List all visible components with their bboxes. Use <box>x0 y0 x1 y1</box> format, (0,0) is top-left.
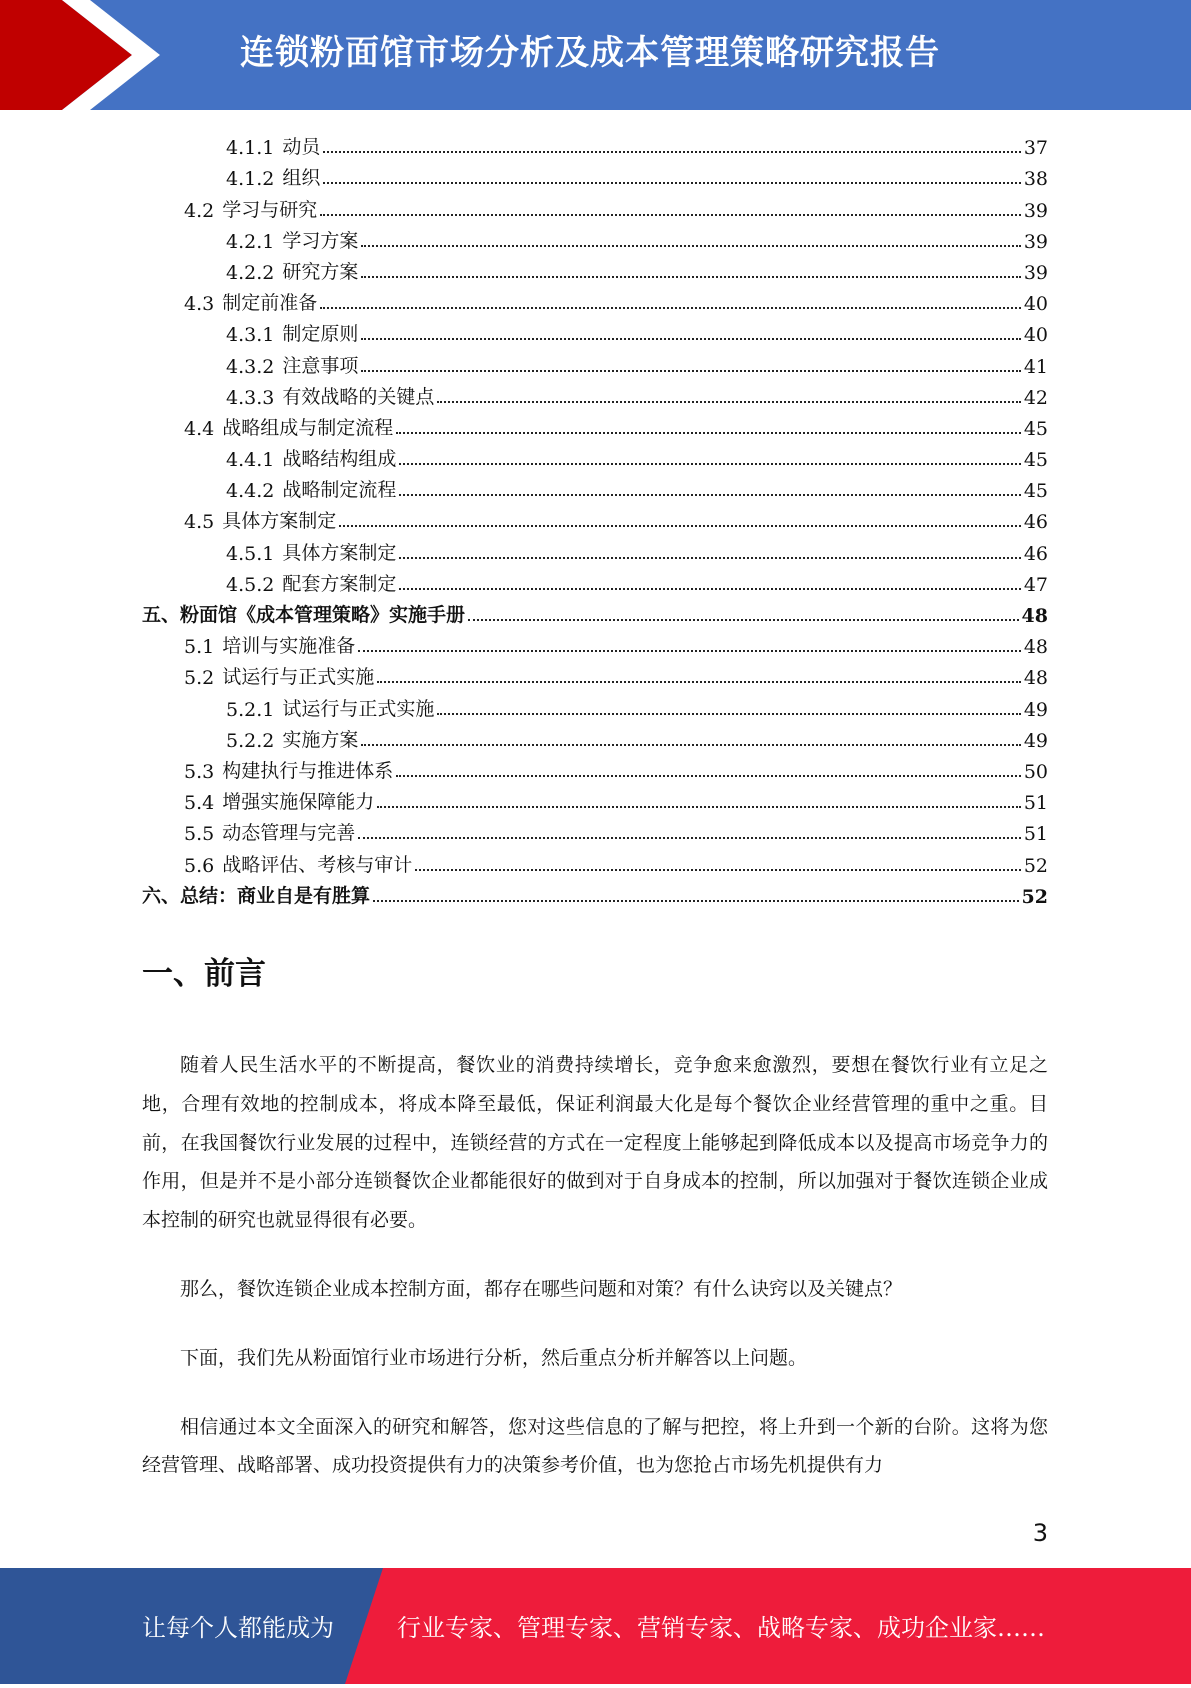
toc-entry[interactable] <box>142 814 1048 845</box>
toc-entry-title: 增强实施保障能力 <box>222 791 375 814</box>
toc-entry-page: 45 <box>1023 449 1048 472</box>
toc-dot-leader <box>396 775 1021 777</box>
toc-entry-title: 动态管理与完善 <box>222 822 356 845</box>
toc-dot-leader <box>373 900 1019 902</box>
toc-entry[interactable] <box>142 565 1048 596</box>
toc-entry-number: 4.4 <box>184 417 215 440</box>
toc-dot-leader <box>323 182 1020 184</box>
toc-entry-title: 构建执行与推进体系 <box>222 759 394 782</box>
toc-entry-page: 51 <box>1023 792 1048 815</box>
toc-entry-page: 40 <box>1023 293 1048 316</box>
toc-entry[interactable] <box>142 877 1048 908</box>
toc-entry-page: 46 <box>1023 511 1048 534</box>
toc-entry-page: 45 <box>1023 480 1048 503</box>
toc-entry-page: 39 <box>1023 261 1048 284</box>
toc-entry-number: 4.3 <box>184 293 215 316</box>
toc-entry-page: 52 <box>1021 885 1048 908</box>
toc-entry-number: 5.2.1 <box>226 698 275 721</box>
table-of-contents <box>142 128 1048 908</box>
toc-entry[interactable] <box>142 689 1048 720</box>
toc-entry-page: 39 <box>1023 230 1048 253</box>
toc-entry[interactable] <box>142 721 1048 752</box>
toc-dot-leader <box>377 681 1021 683</box>
toc-entry[interactable] <box>142 502 1048 533</box>
toc-entry-page: 38 <box>1023 168 1048 191</box>
toc-entry[interactable] <box>142 190 1048 221</box>
toc-entry-title: 学习方案 <box>282 229 359 252</box>
toc-entry-number: 4.5.2 <box>226 573 275 596</box>
toc-entry-title: 配套方案制定 <box>282 572 397 595</box>
toc-entry-number: 4.2.1 <box>226 230 275 253</box>
page-number: 3 <box>1032 1519 1048 1547</box>
section-heading: 一、前言 <box>142 956 266 992</box>
toc-entry-number: 4.1.1 <box>226 137 275 160</box>
toc-dot-leader <box>320 214 1021 216</box>
toc-entry[interactable] <box>142 222 1048 253</box>
toc-entry-title: 具体方案制定 <box>222 510 337 533</box>
toc-entry-page: 47 <box>1023 573 1048 596</box>
toc-entry[interactable] <box>142 752 1048 783</box>
toc-entry[interactable] <box>142 440 1048 471</box>
toc-entry[interactable] <box>142 533 1048 564</box>
toc-entry-title: 战略结构组成 <box>282 448 397 471</box>
toc-entry-page: 37 <box>1023 137 1048 160</box>
toc-entry-page: 48 <box>1023 636 1048 659</box>
toc-entry-title: 研究方案 <box>282 260 359 283</box>
page-footer <box>0 1568 1191 1684</box>
footer-slogan-right: 行业专家、管理专家、营销专家、战略专家、成功企业家…… <box>397 1614 1045 1642</box>
toc-entry[interactable] <box>142 845 1048 876</box>
toc-dot-leader <box>358 837 1021 839</box>
toc-entry-title: 具体方案制定 <box>282 541 397 564</box>
toc-entry[interactable] <box>142 253 1048 284</box>
toc-entry-number: 5.6 <box>184 854 215 877</box>
toc-dot-leader <box>377 806 1021 808</box>
footer-slogan-left: 让每个人都能成为 <box>142 1614 334 1642</box>
report-title: 连锁粉面馆市场分析及成本管理策略研究报告 <box>240 33 940 73</box>
toc-entry-title: 培训与实施准备 <box>222 635 356 658</box>
toc-entry-number: 4.4.2 <box>226 480 275 503</box>
toc-dot-leader <box>361 276 1020 278</box>
toc-dot-leader <box>339 525 1021 527</box>
toc-entry-number: 5.3 <box>184 760 215 783</box>
toc-entry-title: 动员 <box>282 136 321 159</box>
toc-entry-title: 试运行与正式实施 <box>282 697 435 720</box>
page-header <box>0 0 1191 110</box>
toc-entry-page: 39 <box>1023 199 1048 222</box>
toc-entry[interactable] <box>142 378 1048 409</box>
toc-dot-leader <box>361 370 1020 372</box>
toc-entry-title: 组织 <box>282 167 321 190</box>
toc-entry-title: 有效战略的关键点 <box>282 385 435 408</box>
toc-entry[interactable] <box>142 315 1048 346</box>
toc-entry-number: 4.2.2 <box>226 261 275 284</box>
toc-entry-page: 52 <box>1023 854 1048 877</box>
toc-dot-leader <box>358 650 1021 652</box>
toc-dot-leader <box>415 869 1021 871</box>
paragraph: 相信通过本文全面深入的研究和解答，您对这些信息的了解与把控，将上升到一个新的台阶。这将为您经营管理、战略部署、成功投资提供有力的决策参考价值，也为您抢占市场先机提供有力 <box>142 1415 1048 1477</box>
toc-entry-title: 制定前准备 <box>222 292 318 315</box>
toc-entry-number: 5.1 <box>184 636 215 659</box>
toc-dot-leader <box>323 151 1020 153</box>
toc-entry-page: 45 <box>1023 417 1048 440</box>
toc-entry-number: 4.5.1 <box>226 542 275 565</box>
toc-dot-leader <box>396 432 1021 434</box>
toc-dot-leader <box>361 338 1020 340</box>
toc-entry-page: 50 <box>1023 760 1048 783</box>
paragraph: 下面，我们先从粉面馆行业市场进行分析，然后重点分析并解答以上问题。 <box>180 1346 808 1369</box>
toc-entry-page: 42 <box>1023 386 1048 409</box>
toc-entry-number: 4.4.1 <box>226 449 275 472</box>
toc-entry-title: 实施方案 <box>282 728 359 751</box>
toc-entry-title: 试运行与正式实施 <box>222 666 375 689</box>
toc-entry-page: 46 <box>1023 542 1048 565</box>
toc-dot-leader <box>399 463 1020 465</box>
toc-entry[interactable] <box>142 596 1048 627</box>
toc-entry-title: 战略制定流程 <box>282 479 397 502</box>
toc-entry-title: 六、总结：商业自是有胜算 <box>142 884 371 907</box>
toc-entry-page: 49 <box>1023 729 1048 752</box>
toc-dot-leader <box>361 245 1020 247</box>
toc-dot-leader <box>437 713 1020 715</box>
toc-entry[interactable] <box>142 128 1048 159</box>
toc-dot-leader <box>399 588 1020 590</box>
body-text <box>142 1046 1048 1485</box>
toc-entry-page: 49 <box>1023 698 1048 721</box>
toc-entry[interactable] <box>142 658 1048 689</box>
toc-entry-title: 注意事项 <box>282 354 359 377</box>
toc-entry-page: 40 <box>1023 324 1048 347</box>
paragraph: 那么，餐饮连锁企业成本控制方面，都存在哪些问题和对策？有什么诀窍以及关键点？ <box>180 1277 903 1300</box>
toc-entry-page: 51 <box>1023 823 1048 846</box>
toc-entry-title: 制定原则 <box>282 323 359 346</box>
paragraph: 随着人民生活水平的不断提高，餐饮业的消费持续增长，竞争愈来愈激烈，要想在餐饮行业有立足之地，合理有效地的控制成本，将成本降至最低，保证利润最大化是每个餐饮企业经营管理的重中之重。目前，在我国餐饮行业发展的过程中，连锁经营的方式在一定程度上能够起到降低成本以及提高市场竞争力的作用，但是并不是小部分连锁餐饮企业都能很好的做到对于自身成本的控制，所以加强对于餐饮连锁企业成本控制的研究也就显得很有必要。 <box>142 1054 1048 1232</box>
toc-entry[interactable] <box>142 409 1048 440</box>
toc-entry[interactable] <box>142 783 1048 814</box>
toc-dot-leader <box>320 307 1021 309</box>
toc-entry-number: 4.2 <box>184 199 215 222</box>
toc-entry-number: 4.5 <box>184 511 215 534</box>
toc-entry[interactable] <box>142 627 1048 658</box>
toc-entry[interactable] <box>142 471 1048 502</box>
toc-entry-number: 4.3.3 <box>226 386 275 409</box>
toc-entry-page: 48 <box>1023 667 1048 690</box>
header-arrow-decoration <box>0 0 260 110</box>
toc-entry-title: 战略评估、考核与审计 <box>222 853 413 876</box>
toc-entry[interactable] <box>142 159 1048 190</box>
toc-dot-leader <box>399 494 1020 496</box>
toc-dot-leader <box>437 401 1020 403</box>
toc-entry-number: 5.4 <box>184 792 215 815</box>
toc-entry-page: 41 <box>1023 355 1048 378</box>
toc-dot-leader <box>361 744 1020 746</box>
toc-dot-leader <box>399 557 1020 559</box>
toc-entry-title: 五、粉面馆《成本管理策略》实施手册 <box>142 604 466 626</box>
toc-entry-number: 5.2.2 <box>226 729 275 752</box>
toc-dot-leader <box>468 619 1019 621</box>
toc-entry-number: 4.3.1 <box>226 324 275 347</box>
toc-entry-page: 48 <box>1021 605 1048 627</box>
toc-entry-title: 学习与研究 <box>222 198 318 221</box>
toc-entry-title: 战略组成与制定流程 <box>222 416 394 439</box>
toc-entry-number: 4.3.2 <box>226 355 275 378</box>
toc-entry-number: 5.5 <box>184 823 215 846</box>
toc-entry[interactable] <box>142 346 1048 377</box>
toc-entry-number: 4.1.2 <box>226 168 275 191</box>
toc-entry-number: 5.2 <box>184 667 215 690</box>
toc-entry[interactable] <box>142 284 1048 315</box>
